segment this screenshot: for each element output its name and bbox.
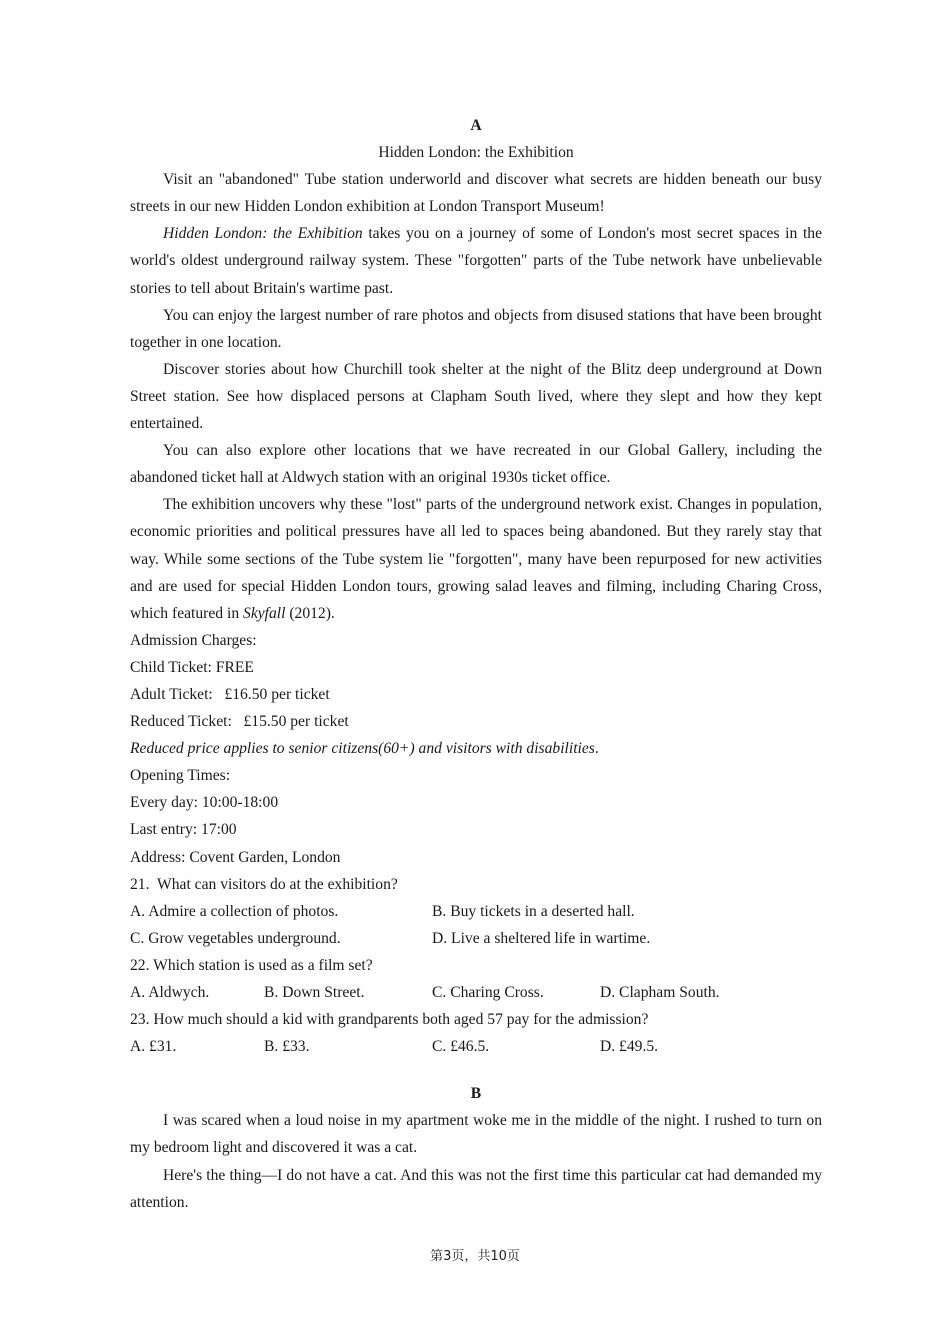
option-a: A. Aldwych. [130, 984, 210, 1001]
reduced-note-italic: Reduced price applies to senior citizens(60+) and visitors with disabilities [130, 740, 595, 758]
document-page [130, 112, 822, 1216]
paragraph-2-text: takes you on a journey of some of London's most secret spaces in the world's oldest underground railway system. These "forgotten" parts of the Tube network have unbelievable stories to tell about Britain's wartime past. [130, 225, 822, 297]
section-b-paragraph-2: Here's the thing—I do not have a cat. And this was not the first time this particular cat had demanded my attention. [130, 1166, 822, 1211]
last-entry: Last entry: 17:00 [130, 821, 237, 839]
every-day-hours: Every day: 10:00-18:00 [130, 794, 279, 812]
address: Address: Covent Garden, London [130, 848, 341, 866]
section-b-paragraph-1: I was scared when a loud noise in my apartment woke me in the middle of the night. I rushed to turn on my bedroom light and discovered it was a cat. [130, 1112, 822, 1157]
paragraph-6-end: (2012). [285, 604, 335, 622]
paragraph-3: You can enjoy the largest number of rare photos and objects from disused stations that have been brought together in one location. [130, 306, 822, 351]
question-23: 23. How much should a kid with grandparents both aged 57 pay for the admission? [130, 1011, 649, 1029]
option-d: D. Clapham South. [600, 984, 720, 1001]
opening-label: Opening Times: [130, 767, 231, 785]
question-21: 21. What can visitors do at the exhibition? [130, 875, 398, 893]
passage-title: Hidden London: the Exhibition [378, 144, 574, 162]
reduced-note [130, 735, 822, 762]
option-b: B. Buy tickets in a deserted hall. [432, 902, 635, 920]
option-a: A. Admire a collection of photos. [130, 902, 339, 920]
paragraph-1: Visit an "abandoned" Tube station underworld and discover what secrets are hidden beneath our busy streets in our new Hidden London exhibition at London Transport Museum! [130, 171, 822, 216]
film-title-italic: Skyfall [243, 604, 286, 622]
option-c: C. Grow vegetables underground. [130, 929, 341, 947]
option-b: B. Down Street. [264, 984, 365, 1001]
section-a-heading: A [470, 117, 482, 134]
admission-label: Admission Charges: [130, 631, 257, 649]
paragraph-5: You can also explore other locations that we have recreated in our Global Gallery, including the abandoned ticket hall at Aldwych station with an original 1930s ticket office. [130, 442, 822, 487]
paragraph-6-text: The exhibition uncovers why these "lost" parts of the underground network exist. Changes in population, economic priorities and political pressures have all led to spaces being abandoned. But they rarely stay that way. While some sections of the Tube system lie "forgotten", many have been repurposed for new activities and are used for special Hidden London tours, growing salad leaves and filming, including Charing Cross, which featured in [130, 496, 822, 622]
child-ticket: Child Ticket: FREE [130, 658, 254, 676]
exhibition-title-italic: Hidden London: the Exhibition [163, 225, 363, 243]
option-c: C. Charing Cross. [432, 984, 544, 1001]
option-d: D. £49.5. [600, 1038, 659, 1056]
option-c: C. £46.5. [432, 1038, 490, 1056]
paragraph-2 [130, 220, 822, 301]
section-b-heading: B [470, 1085, 482, 1103]
reduced-note-period: . [594, 740, 599, 758]
question-23-options [130, 1033, 822, 1060]
option-b: B. £33. [264, 1038, 310, 1056]
paragraph-6 [130, 491, 822, 626]
question-22: 22. Which station is used as a film set? [130, 956, 373, 974]
question-21-options-row-1 [130, 898, 822, 925]
reduced-ticket: Reduced Ticket: £15.50 per ticket [130, 713, 349, 731]
adult-ticket: Adult Ticket: £16.50 per ticket [130, 685, 330, 703]
question-22-options [130, 979, 822, 1006]
paragraph-4: Discover stories about how Churchill took shelter at the night of the Blitz deep underground at Down Street station. See how displaced persons at Clapham South lived, where they slept and how they kept entertained. [130, 360, 822, 433]
question-21-options-row-2 [130, 925, 822, 952]
option-a: A. £31. [130, 1038, 177, 1056]
page-number-footer: 第3页，共10页 [430, 1249, 520, 1264]
option-d: D. Live a sheltered life in wartime. [432, 929, 651, 947]
